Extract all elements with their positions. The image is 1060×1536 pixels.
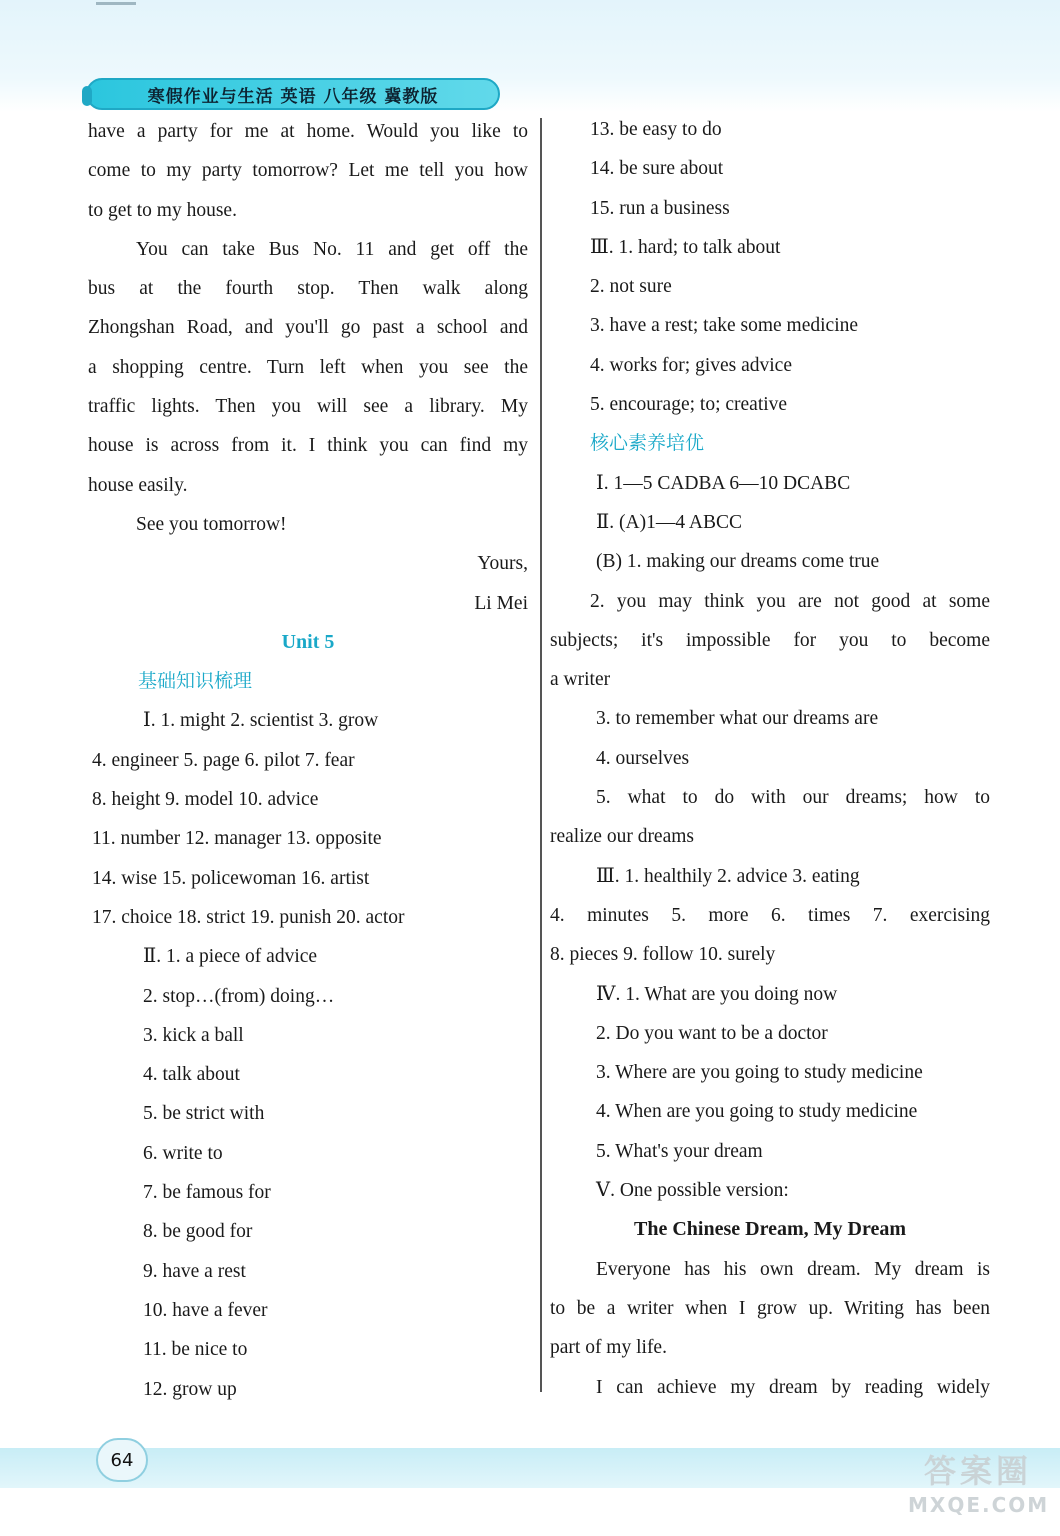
answer-line: 7. be famous for (143, 1182, 271, 1204)
answer-line: Ⅴ. One possible version: (596, 1180, 789, 1202)
answer-line: 8. pieces 9. follow 10. surely (550, 944, 776, 966)
top-tick (96, 2, 136, 5)
text-line: You can take Bus No. 11 and get off the (136, 238, 528, 260)
page-number: 64 (96, 1438, 148, 1482)
watermark-logo: 答案圈 (923, 1452, 1032, 1490)
answer-line: 3. kick a ball (143, 1024, 244, 1046)
text-line: a shopping centre. Turn left when you see the (88, 356, 528, 378)
answer-line: 4. engineer 5. page 6. pilot 7. fear (92, 749, 355, 771)
answer-line: Ⅲ. 1. hard; to talk about (590, 236, 781, 258)
essay-line: Everyone has his own dream. My dream is (596, 1258, 990, 1280)
answer-line: 3. to remember what our dreams are (596, 708, 879, 730)
section-heading: 核心素养培优 (590, 432, 705, 455)
answer-line: (B) 1. making our dreams come true (596, 551, 880, 573)
answer-line: 11. be nice to (143, 1339, 248, 1361)
answer-line: Ⅰ. 1. might 2. scientist 3. grow (143, 710, 379, 732)
answer-line: Ⅱ. (A)1—4 ABCC (596, 511, 742, 533)
answer-line: 6. write to (143, 1142, 223, 1164)
answer-line: 4. minutes 5. more 6. times 7. exercising (550, 904, 990, 926)
answer-line: 8. height 9. model 10. advice (92, 789, 319, 811)
answer-line: 12. grow up (143, 1378, 237, 1400)
answer-line: 10. have a fever (143, 1299, 268, 1321)
answer-line: realize our dreams (550, 826, 695, 848)
answer-line: Ⅱ. 1. a piece of advice (143, 946, 318, 968)
column-divider (540, 118, 542, 1392)
text-line: have a party for me at home. Would you like to (88, 121, 528, 142)
text-line: bus at the fourth stop. Then walk along (88, 278, 528, 300)
text-line: to get to my house. (88, 199, 237, 221)
answer-line: Ⅲ. 1. healthily 2. advice 3. eating (596, 865, 860, 887)
answer-line: 2. you may think you are not good at some (590, 590, 990, 612)
text-line: come to my party tomorrow? Let me tell you how (88, 160, 528, 182)
answer-line: 4. ourselves (596, 747, 690, 769)
unit-heading: Unit 5 (281, 630, 335, 653)
answer-line: 14. wise 15. policewoman 16. artist (92, 867, 370, 889)
right-column (550, 110, 990, 1407)
essay-line: to be a writer when I grow up. Writing has been (550, 1297, 990, 1319)
answer-line: 9. have a rest (143, 1260, 246, 1282)
answer-line: 4. talk about (143, 1064, 240, 1086)
answer-line: 3. have a rest; take some medicine (590, 315, 859, 337)
answer-line: subjects; it's impossible for you to become (550, 629, 990, 651)
answer-line: Ⅰ. 1—5 CADBA 6—10 DCABC (596, 472, 851, 494)
text-line: house easily. (88, 474, 188, 496)
answer-line: 5. encourage; to; creative (590, 394, 788, 416)
answer-line: 11. number 12. manager 13. opposite (92, 828, 382, 850)
answer-line: 3. Where are you going to study medicine (596, 1062, 923, 1084)
left-column (88, 112, 528, 1409)
essay-line: part of my life. (550, 1337, 667, 1359)
answer-line: Ⅳ. 1. What are you doing now (596, 983, 838, 1005)
answer-line: 15. run a business (590, 197, 730, 219)
answer-line: 2. stop…(from) doing… (143, 985, 335, 1007)
signature-line: Li Mei (474, 592, 528, 614)
watermark-site: MXQE.COM (908, 1493, 1050, 1517)
answer-line: a writer (550, 669, 611, 691)
answer-line: 13. be easy to do (590, 119, 722, 140)
header-title: 寒假作业与生活 英语 八年级 冀教版 (86, 78, 500, 110)
answer-line: 5. what to do with our dreams; how to (596, 787, 990, 809)
text-line: See you tomorrow! (136, 513, 287, 535)
text-line: traffic lights. Then you will see a library. My (88, 396, 528, 418)
bottom-band (0, 1448, 1060, 1488)
answer-line: 4. works for; gives advice (590, 354, 792, 376)
text-line: house is across from it. I think you can find my (88, 435, 528, 457)
closing-line: Yours, (477, 553, 528, 575)
section-heading: 基础知识梳理 (138, 670, 253, 693)
answer-line: 4. When are you going to study medicine (596, 1101, 918, 1123)
text-line: Zhongshan Road, and you'll go past a school and (88, 317, 528, 339)
answer-line: 5. What's your dream (596, 1140, 763, 1162)
essay-title: The Chinese Dream, My Dream (634, 1218, 906, 1241)
answer-line: 17. choice 18. strict 19. punish 20. actor (92, 906, 405, 928)
answer-line: 2. Do you want to be a doctor (596, 1022, 828, 1044)
answer-line: 2. not sure (590, 276, 672, 298)
watermark (908, 1450, 1048, 1526)
answer-line: 5. be strict with (143, 1103, 265, 1125)
answer-line: 14. be sure about (590, 158, 724, 180)
essay-line: I can achieve my dream by reading widely (596, 1376, 990, 1398)
answer-line: 8. be good for (143, 1221, 253, 1243)
